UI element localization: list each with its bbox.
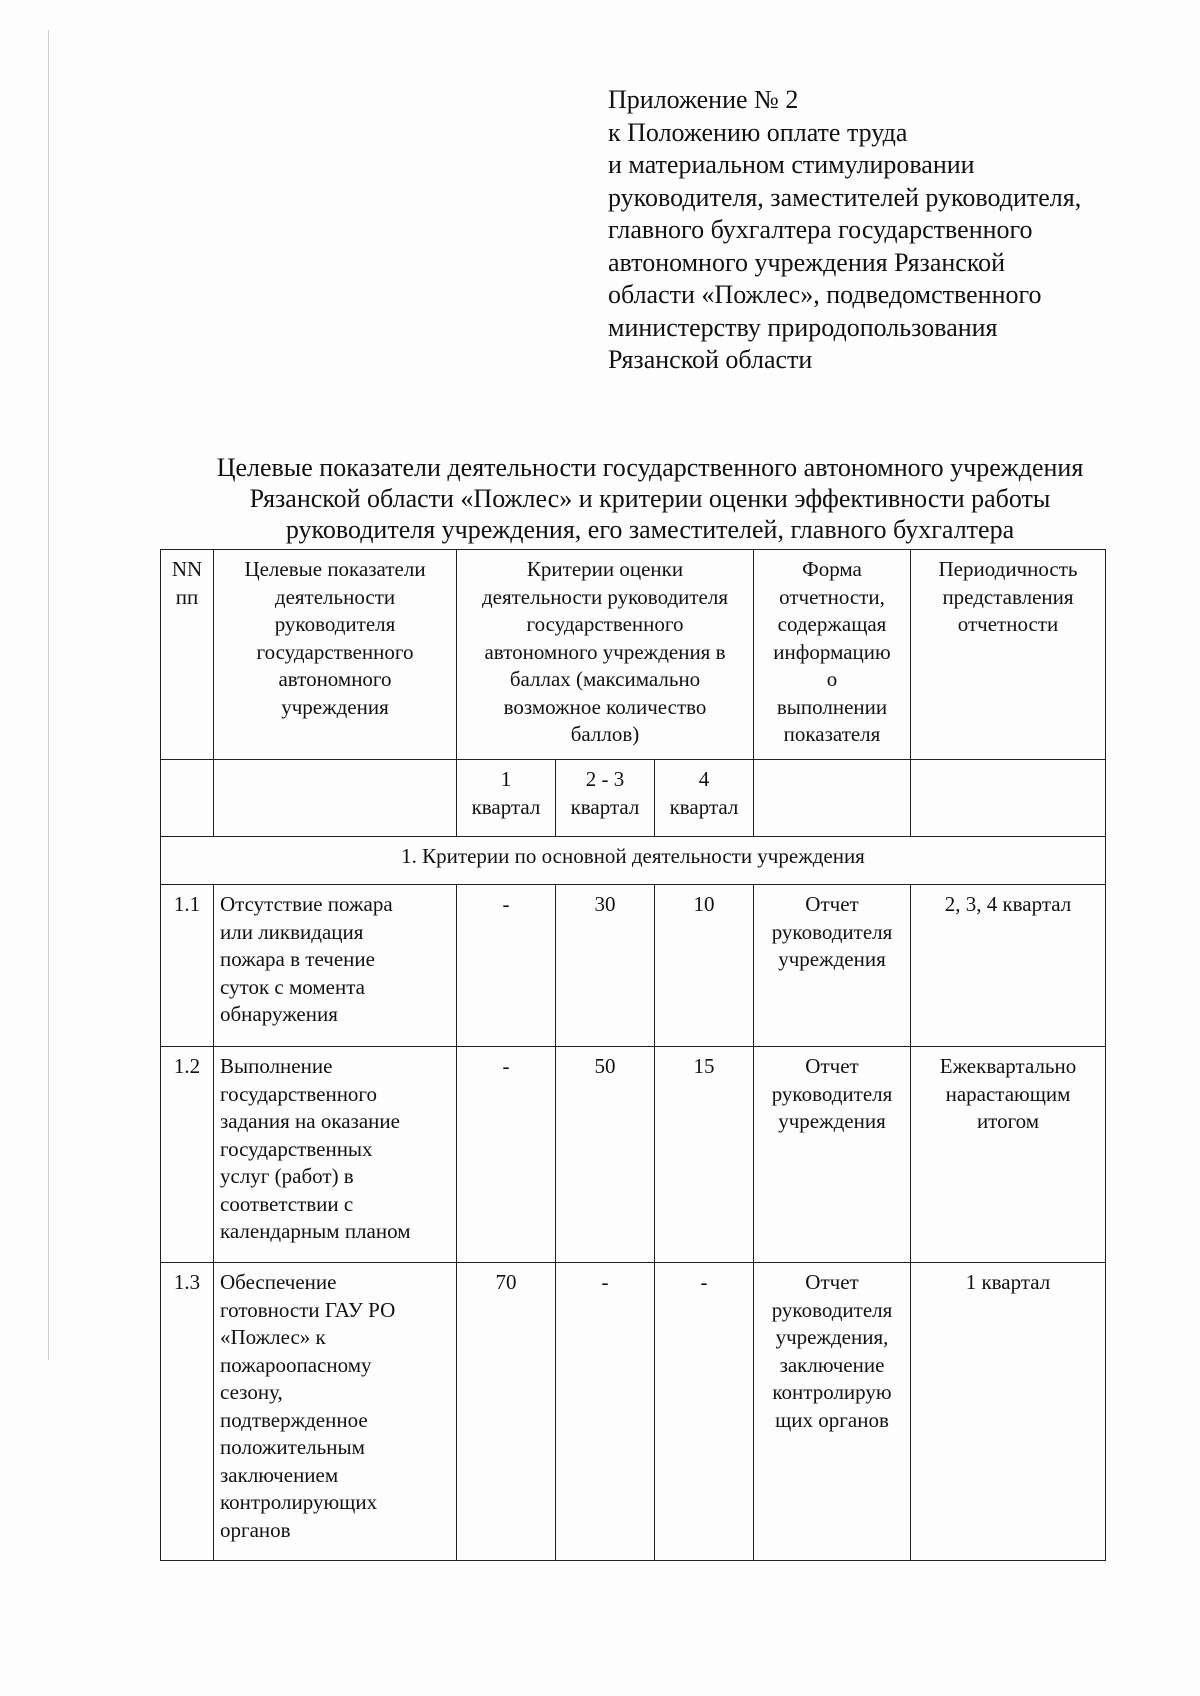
empty-cell (161, 760, 214, 837)
row-score-q1: - (457, 1047, 556, 1263)
header-quarter-4: 4 квартал (655, 760, 754, 837)
row-number: 1.3 (161, 1263, 214, 1561)
header-indicator: Целевые показатели деятельности руководителя государственного автономного учреждения (214, 550, 457, 760)
empty-cell (214, 760, 457, 837)
row-score-q4: 10 (655, 885, 754, 1047)
appendix-line: руководителя, заместителей руководителя, (608, 182, 1082, 212)
scan-edge-line (48, 30, 49, 1360)
title-line: Рязанской области «Пожлес» и критерии оценки эффективности работы (249, 484, 1051, 513)
row-score-q2-3: - (556, 1263, 655, 1561)
empty-cell (754, 760, 911, 837)
title-line: руководителя учреждения, его заместителей, главного бухгалтера (285, 515, 1015, 544)
header-report-form: Форма отчетности, содержащая информацию о выполнении показателя (754, 550, 911, 760)
appendix-line: к Положению оплате труда (608, 117, 908, 147)
row-periodicity: Ежеквартально нарастающим итогом (911, 1047, 1106, 1263)
empty-cell (911, 760, 1106, 837)
appendix-line: Приложение № 2 (608, 85, 799, 114)
row-score-q4: - (655, 1263, 754, 1561)
row-number: 1.2 (161, 1047, 214, 1263)
row-periodicity: 2, 3, 4 квартал (911, 885, 1106, 1047)
table-quarter-row (161, 760, 1106, 837)
table-row (161, 1047, 1106, 1263)
row-score-q2-3: 30 (556, 885, 655, 1047)
header-quarter-1: 1 квартал (457, 760, 556, 837)
row-report-form: Отчет руководителя учреждения (754, 885, 911, 1047)
table-row (161, 1263, 1106, 1561)
row-periodicity: 1 квартал (911, 1263, 1106, 1561)
appendix-line: Рязанской области (608, 345, 813, 374)
row-indicator: Выполнение государственного задания на оказание государственных услуг (работ) в соответствии с календарным планом (214, 1047, 457, 1263)
row-number: 1.1 (161, 885, 214, 1047)
row-score-q2-3: 50 (556, 1047, 655, 1263)
appendix-line: министерству природопользования (608, 312, 998, 342)
appendix-note (608, 84, 1148, 377)
title-line: Целевые показатели деятельности государственного автономного учреждения (216, 453, 1084, 482)
header-quarter-2-3: 2 - 3 квартал (556, 760, 655, 837)
table-header-row (161, 550, 1106, 760)
row-indicator: Обеспечение готовности ГАУ РО «Пожлес» к пожароопасному сезону, подтвержденное положительным заключением контролирующих органов (214, 1263, 457, 1561)
row-score-q1: 70 (457, 1263, 556, 1561)
row-report-form: Отчет руководителя учреждения (754, 1047, 911, 1263)
section-title: 1. Критерии по основной деятельности учреждения (161, 837, 1106, 885)
row-score-q4: 15 (655, 1047, 754, 1263)
row-report-form: Отчет руководителя учреждения, заключение контролирую щих органов (754, 1263, 911, 1561)
appendix-line: и материальном стимулировании (608, 150, 975, 179)
header-number: NN пп (161, 550, 214, 760)
appendix-line: главного бухгалтера государственного (608, 215, 1033, 244)
table-row (161, 885, 1106, 1047)
header-criteria: Критерии оценки деятельности руководителя государственного автономного учреждения в баллах (максимально возможное количество баллов) (457, 550, 754, 760)
header-periodicity: Периодичность представления отчетности (911, 550, 1106, 760)
document-title (150, 452, 1150, 545)
table-section-row (161, 837, 1106, 885)
appendix-line: области «Пожлес», подведомственного (608, 280, 1042, 309)
appendix-line: автономного учреждения Рязанской (608, 247, 1006, 277)
criteria-table (160, 549, 1106, 1561)
row-indicator: Отсутствие пожара или ликвидация пожара в течение суток с момента обнаружения (214, 885, 457, 1047)
row-score-q1: - (457, 885, 556, 1047)
